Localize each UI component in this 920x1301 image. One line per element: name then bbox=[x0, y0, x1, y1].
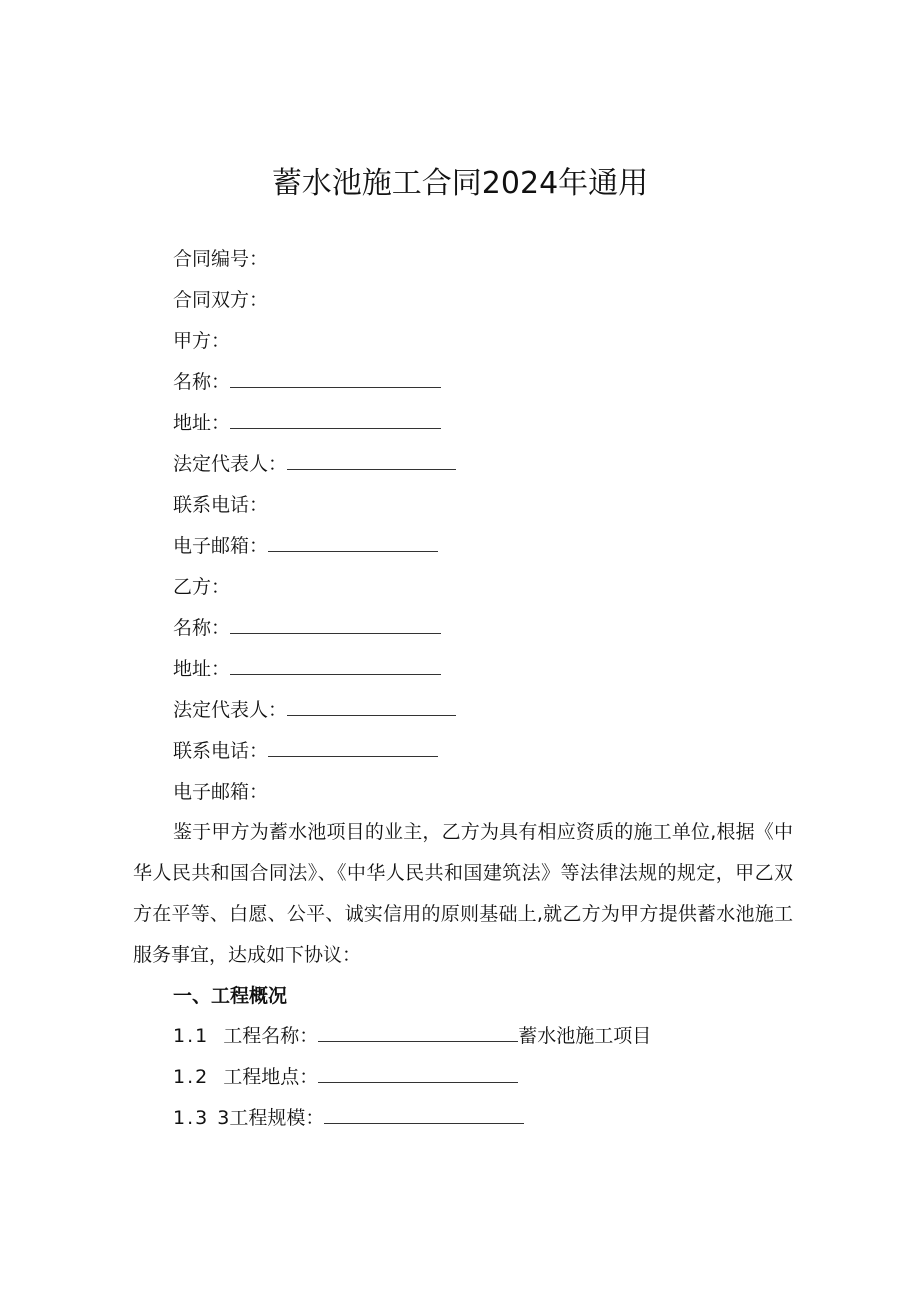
party-a-address-label: 地址： bbox=[173, 412, 231, 434]
contract-number-field bbox=[173, 245, 268, 273]
party-b-address-blank[interactable] bbox=[230, 656, 441, 675]
party-b-email-label: 电子邮箱： bbox=[173, 781, 269, 803]
party-a-phone-field bbox=[173, 491, 268, 519]
party-b-phone-blank[interactable] bbox=[268, 738, 438, 757]
party-a-address-blank[interactable] bbox=[230, 410, 441, 429]
party-a-name-label: 名称： bbox=[173, 371, 231, 393]
item-number: 1.3 bbox=[173, 1107, 210, 1129]
party-a-phone-label: 联系电话： bbox=[173, 494, 269, 516]
party-b-phone-field bbox=[173, 737, 438, 765]
party-a-label: 甲方： bbox=[173, 330, 231, 352]
party-b-heading bbox=[173, 573, 230, 601]
party-b-address-label: 地址： bbox=[173, 658, 231, 680]
party-a-address-field bbox=[173, 409, 441, 437]
party-a-email-label: 电子邮箱： bbox=[173, 535, 269, 557]
party-a-legal-rep-blank[interactable] bbox=[287, 451, 456, 470]
contract-parties-label: 合同双方： bbox=[173, 289, 269, 311]
item-label: 3工程规模： bbox=[217, 1107, 325, 1129]
section-1-item-1 bbox=[173, 1022, 651, 1050]
project-name-blank[interactable] bbox=[318, 1023, 518, 1042]
party-b-label: 乙方： bbox=[173, 576, 231, 598]
party-b-phone-label: 联系电话： bbox=[173, 740, 269, 762]
party-b-legal-rep-blank[interactable] bbox=[287, 697, 456, 716]
party-b-legal-rep-field bbox=[173, 696, 456, 724]
party-b-email-field bbox=[173, 778, 268, 806]
party-a-legal-rep-field bbox=[173, 450, 456, 478]
item-number: 1.2 bbox=[173, 1066, 210, 1088]
document-title: 蓄水池施工合同2024年通用 bbox=[271, 166, 649, 201]
party-b-name-field bbox=[173, 614, 441, 642]
party-a-name-blank[interactable] bbox=[230, 369, 441, 388]
party-a-heading bbox=[173, 327, 230, 355]
contract-parties-field bbox=[173, 286, 268, 314]
party-a-email-field bbox=[173, 532, 438, 560]
item-number: 1.1 bbox=[173, 1025, 210, 1047]
party-a-legal-rep-label: 法定代表人： bbox=[173, 453, 288, 475]
party-b-legal-rep-label: 法定代表人： bbox=[173, 699, 288, 721]
item-label: 工程地点： bbox=[223, 1066, 319, 1088]
project-location-blank[interactable] bbox=[318, 1064, 518, 1083]
project-scale-blank[interactable] bbox=[324, 1105, 524, 1124]
contract-number-label: 合同编号： bbox=[173, 248, 269, 270]
section-1-heading: 一、工程概况 bbox=[173, 985, 288, 1007]
party-b-address-field bbox=[173, 655, 441, 683]
preamble-paragraph: 鉴于甲方为蓄水池项目的业主，乙方为具有相应资质的施工单位,根据《中华人民共和国合同法》、《中华人民共和国建筑法》等法律法规的规定，甲乙双方在平等、白愿、公平、诚实信用的原则基础上,就乙方为甲方提供蓄水池施工服务事宜，达成如下协议： bbox=[133, 821, 793, 966]
party-a-name-field bbox=[173, 368, 441, 396]
section-1-item-3 bbox=[173, 1104, 524, 1132]
section-1-item-2 bbox=[173, 1063, 518, 1091]
item-suffix: 蓄水池施工项目 bbox=[518, 1025, 652, 1047]
item-label: 工程名称： bbox=[223, 1025, 319, 1047]
party-a-email-blank[interactable] bbox=[268, 533, 438, 552]
party-b-name-blank[interactable] bbox=[230, 615, 441, 634]
party-b-name-label: 名称： bbox=[173, 617, 231, 639]
